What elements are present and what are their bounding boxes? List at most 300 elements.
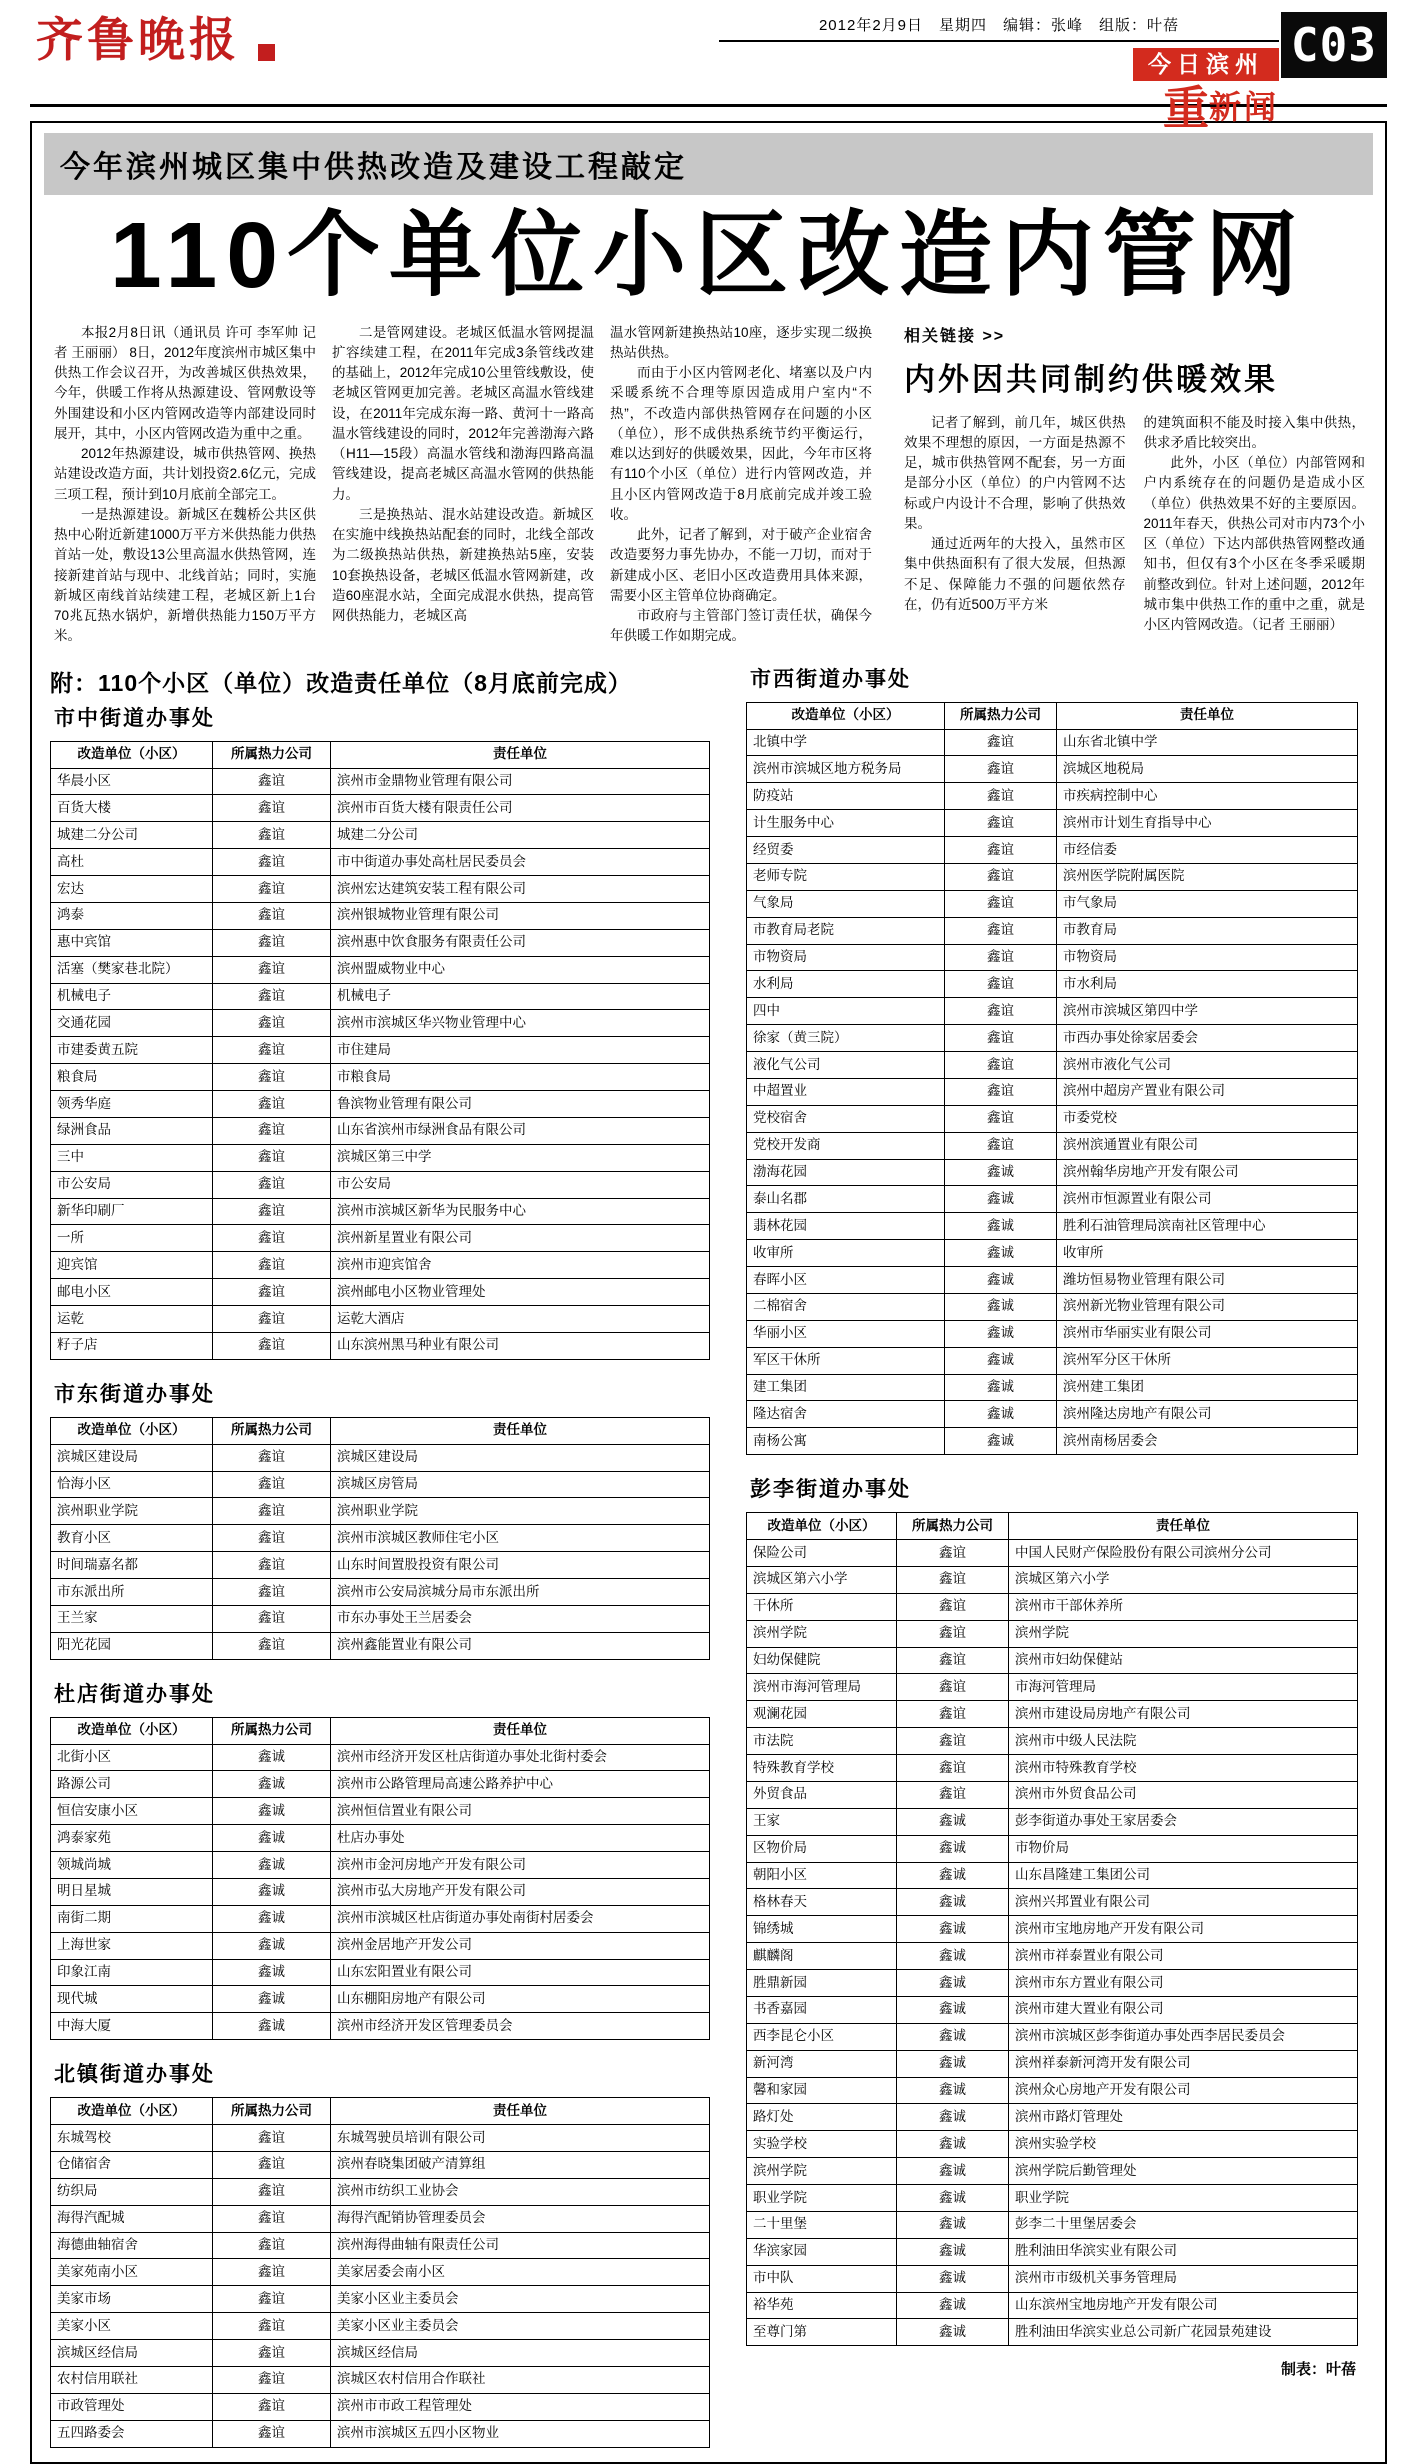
cell-responsible-unit: 山东宏阳置业有限公司 — [331, 1959, 710, 1986]
cell-responsible-unit: 山东省北镇中学 — [1057, 729, 1358, 756]
cell-unit: 三中 — [51, 1144, 213, 1171]
table-row — [747, 1728, 1358, 1755]
cell-unit: 市建委黄五院 — [51, 1037, 213, 1064]
cell-unit: 液化气公司 — [747, 1052, 945, 1079]
cell-responsible-unit: 滨州宏达建筑安装工程有限公司 — [331, 876, 710, 903]
column-header: 改造单位（小区） — [51, 1417, 213, 1444]
column-header: 所属热力公司 — [213, 2098, 331, 2125]
cell-responsible-unit: 滨州金居地产开发公司 — [331, 1932, 710, 1959]
region-badge: 今日滨州 — [1133, 48, 1279, 81]
cell-responsible-unit: 滨州中超房产置业有限公司 — [1057, 1078, 1358, 1105]
cell-unit: 计生服务中心 — [747, 810, 945, 837]
cell-responsible-unit: 山东滨州宝地房地产开发有限公司 — [1009, 2292, 1358, 2319]
cell-heat-company: 鑫谊 — [945, 917, 1057, 944]
cell-unit: 印象江南 — [51, 1959, 213, 1986]
cell-unit: 农村信用联社 — [51, 2366, 213, 2393]
cell-responsible-unit: 滨州市中级人民法院 — [1009, 1728, 1358, 1755]
cell-responsible-unit: 市教育局 — [1057, 917, 1358, 944]
cell-unit: 西李昆仑小区 — [747, 2023, 897, 2050]
cell-responsible-unit: 滨州市市政工程管理处 — [331, 2393, 710, 2420]
cell-responsible-unit: 滨州市路灯管理处 — [1009, 2104, 1358, 2131]
table-row — [51, 902, 710, 929]
table-row — [747, 1943, 1358, 1970]
responsibility-table — [50, 1717, 710, 2041]
cell-unit: 新华印刷厂 — [51, 1198, 213, 1225]
cell-responsible-unit: 滨州市计划生育指导中心 — [1057, 810, 1358, 837]
cell-responsible-unit: 中国人民财产保险股份有限公司滨州分公司 — [1009, 1540, 1358, 1567]
table-row — [51, 1798, 710, 1825]
cell-responsible-unit: 滨州市东方置业有限公司 — [1009, 1970, 1358, 1997]
responsibility-table — [746, 702, 1358, 1456]
column-header: 所属热力公司 — [897, 1513, 1009, 1540]
masthead — [0, 0, 1417, 134]
cell-unit: 隆达宿舍 — [747, 1401, 945, 1428]
paragraph: 记者了解到，前几年，城区供热效果不理想的原因，一方面是热源不足，城市供热管网不配套，另一方面是部分小区（单位）的户内管网不达标或户内设计不合理，影响了供热效果。 — [904, 414, 1126, 531]
table-row — [747, 2050, 1358, 2077]
table-row — [51, 983, 710, 1010]
cell-responsible-unit: 市海河管理局 — [1009, 1674, 1358, 1701]
cell-unit: 鸿泰家苑 — [51, 1825, 213, 1852]
table-row — [51, 2205, 710, 2232]
cell-unit: 海德曲轴宿舍 — [51, 2232, 213, 2259]
table-row — [747, 863, 1358, 890]
cell-unit: 市物资局 — [747, 944, 945, 971]
cell-heat-company: 鑫诚 — [897, 1996, 1009, 2023]
cell-unit: 运乾 — [51, 1306, 213, 1333]
cell-responsible-unit: 市委党校 — [1057, 1105, 1358, 1132]
table-row — [51, 1010, 710, 1037]
cell-responsible-unit: 美家居委会南小区 — [331, 2259, 710, 2286]
table-row — [51, 1825, 710, 1852]
cell-heat-company: 鑫谊 — [945, 863, 1057, 890]
cell-unit: 二棉宿舍 — [747, 1293, 945, 1320]
cell-responsible-unit: 滨州市滨城区彭李街道办事处西李居民委员会 — [1009, 2023, 1358, 2050]
cell-heat-company: 鑫诚 — [945, 1186, 1057, 1213]
cell-unit: 教育小区 — [51, 1525, 213, 1552]
cell-responsible-unit: 滨州惠中饮食服务有限责任公司 — [331, 929, 710, 956]
cell-responsible-unit: 滨州众心房地产开发有限公司 — [1009, 2077, 1358, 2104]
responsibility-table — [50, 2097, 710, 2447]
cell-heat-company: 鑫谊 — [897, 1674, 1009, 1701]
cell-responsible-unit: 滨州市市级机关事务管理局 — [1009, 2265, 1358, 2292]
table-row — [747, 1374, 1358, 1401]
cell-unit: 上海世家 — [51, 1932, 213, 1959]
column-header: 所属热力公司 — [213, 1717, 331, 1744]
table-row — [51, 1171, 710, 1198]
cell-responsible-unit: 滨州实验学校 — [1009, 2131, 1358, 2158]
paragraph: 2012年热源建设，城市供热管网、换热站建设改造方面，共计划投资2.6亿元，完成三项工程，预计到10月底前全部完工。 — [54, 446, 316, 502]
cell-unit: 春晖小区 — [747, 1267, 945, 1294]
table-row — [747, 729, 1358, 756]
cell-heat-company: 鑫谊 — [213, 1444, 331, 1471]
cell-unit: 保险公司 — [747, 1540, 897, 1567]
cell-heat-company: 鑫谊 — [213, 1064, 331, 1091]
cell-responsible-unit: 潍坊恒易物业管理有限公司 — [1057, 1267, 1358, 1294]
responsibility-table — [746, 1512, 1358, 2346]
cell-unit: 领城尚城 — [51, 1852, 213, 1879]
cell-responsible-unit: 市粮食局 — [331, 1064, 710, 1091]
cell-responsible-unit: 市住建局 — [331, 1037, 710, 1064]
cell-responsible-unit: 胜利油田华滨实业有限公司 — [1009, 2238, 1358, 2265]
cell-responsible-unit: 滨城区第六小学 — [1009, 1566, 1358, 1593]
cell-responsible-unit: 机械电子 — [331, 983, 710, 1010]
table-row — [51, 1771, 710, 1798]
paragraph: 温水管网新建换热站10座，逐步实现二级换热站供热。 — [610, 324, 872, 360]
cell-heat-company: 鑫诚 — [945, 1159, 1057, 1186]
cell-unit: 胜鼎新园 — [747, 1970, 897, 1997]
cell-unit: 区物价局 — [747, 1835, 897, 1862]
table-row — [747, 1078, 1358, 1105]
page-number: C03 — [1281, 12, 1387, 78]
cell-responsible-unit: 山东时间置股投资有限公司 — [331, 1552, 710, 1579]
cell-responsible-unit: 美家小区业主委员会 — [331, 2286, 710, 2313]
table-row — [51, 1878, 710, 1905]
cell-heat-company: 鑫谊 — [213, 929, 331, 956]
cell-unit: 滨州市海河管理局 — [747, 1674, 897, 1701]
cell-unit: 路源公司 — [51, 1771, 213, 1798]
cell-responsible-unit: 滨州市滨城区新华为民服务中心 — [331, 1198, 710, 1225]
cell-unit: 渤海花园 — [747, 1159, 945, 1186]
cell-unit: 中海大厦 — [51, 2013, 213, 2040]
column-header: 改造单位（小区） — [51, 2098, 213, 2125]
column-header: 责任单位 — [331, 741, 710, 768]
cell-unit: 观澜花园 — [747, 1701, 897, 1728]
table-row — [747, 1428, 1358, 1455]
cell-responsible-unit: 滨州市滨城区五四小区物业 — [331, 2420, 710, 2447]
cell-unit: 籽子店 — [51, 1332, 213, 1359]
cell-unit: 老师专院 — [747, 863, 945, 890]
cell-responsible-unit: 滨州市干部休养所 — [1009, 1593, 1358, 1620]
cell-unit: 纺织局 — [51, 2178, 213, 2205]
cell-heat-company: 鑫谊 — [213, 2313, 331, 2340]
cell-responsible-unit: 杜店办事处 — [331, 1825, 710, 1852]
cell-unit: 东城驾校 — [51, 2125, 213, 2152]
cell-responsible-unit: 东城驾驶员培训有限公司 — [331, 2125, 710, 2152]
cell-heat-company: 鑫诚 — [897, 1943, 1009, 1970]
cell-unit: 南街二期 — [51, 1905, 213, 1932]
cell-heat-company: 鑫谊 — [213, 1144, 331, 1171]
paragraph: 二是管网建设。老城区低温水管网提温扩容续建工程，在2011年完成3条管线改建的基础上，2012年完成10公里管线敷设，使老城区管网更加完善。老城区高温水管线建设，在2011年完成东海一路、黄河十一路高温水管线建设的同时，2012年完善渤海六路（H11—15段）高温水管线和渤海四路高温管线建设，提高老城区高温水管网的供热能力。 — [332, 324, 594, 502]
table-group-title: 彭李街道办事处 — [750, 1478, 911, 1502]
table-row — [747, 2158, 1358, 2185]
table-row — [747, 1755, 1358, 1782]
cell-heat-company: 鑫谊 — [213, 1252, 331, 1279]
cell-heat-company: 鑫诚 — [897, 2131, 1009, 2158]
cell-unit: 市法院 — [747, 1728, 897, 1755]
table-row — [747, 1889, 1358, 1916]
cell-responsible-unit: 滨城区经信局 — [331, 2340, 710, 2367]
table-row — [747, 1916, 1358, 1943]
cell-responsible-unit: 滨城区地税局 — [1057, 756, 1358, 783]
cell-unit: 党校宿舍 — [747, 1105, 945, 1132]
table-row — [51, 956, 710, 983]
cell-responsible-unit: 滨州鑫能置业有限公司 — [331, 1632, 710, 1659]
cell-responsible-unit: 山东省滨州市绿洲食品有限公司 — [331, 1117, 710, 1144]
cell-responsible-unit: 滨州银城物业管理有限公司 — [331, 902, 710, 929]
cell-unit: 海得汽配城 — [51, 2205, 213, 2232]
cell-unit: 惠中宾馆 — [51, 929, 213, 956]
cell-unit: 北镇中学 — [747, 729, 945, 756]
cell-responsible-unit: 滨州市建大置业有限公司 — [1009, 1996, 1358, 2023]
table-row — [747, 2185, 1358, 2212]
cell-responsible-unit: 运乾大酒店 — [331, 1306, 710, 1333]
table-header-row — [747, 1513, 1358, 1540]
cell-unit: 妇幼保健院 — [747, 1647, 897, 1674]
column-header: 责任单位 — [1009, 1513, 1358, 1540]
cell-unit: 美家小区 — [51, 2313, 213, 2340]
cell-unit: 市中队 — [747, 2265, 897, 2292]
responsibility-table — [50, 1417, 710, 1660]
cell-unit: 恒信安康小区 — [51, 1798, 213, 1825]
table-row — [747, 1566, 1358, 1593]
table-row — [747, 2131, 1358, 2158]
cell-heat-company: 鑫谊 — [213, 1171, 331, 1198]
cell-unit: 职业学院 — [747, 2185, 897, 2212]
cell-responsible-unit: 滨州南杨居委会 — [1057, 1428, 1358, 1455]
cell-responsible-unit: 滨州市公路管理局高速公路养护中心 — [331, 1771, 710, 1798]
cell-responsible-unit: 滨州市迎宾馆舍 — [331, 1252, 710, 1279]
cell-responsible-unit: 滨州市经济开发区杜店街道办事处北街村委会 — [331, 1744, 710, 1771]
cell-unit: 麒麟阁 — [747, 1943, 897, 1970]
cell-heat-company: 鑫诚 — [213, 1959, 331, 1986]
cell-heat-company: 鑫谊 — [945, 1052, 1057, 1079]
cell-unit: 百货大楼 — [51, 795, 213, 822]
related-sidebar — [888, 323, 1365, 647]
tables-left-column — [50, 663, 710, 2448]
cell-unit: 格林春天 — [747, 1889, 897, 1916]
cell-heat-company: 鑫谊 — [945, 971, 1057, 998]
cell-heat-company: 鑫诚 — [897, 2319, 1009, 2346]
cell-unit: 粮食局 — [51, 1064, 213, 1091]
cell-heat-company: 鑫谊 — [213, 1471, 331, 1498]
cell-unit: 经贸委 — [747, 837, 945, 864]
cell-heat-company: 鑫谊 — [213, 2420, 331, 2447]
cell-unit: 市公安局 — [51, 1171, 213, 1198]
cell-heat-company: 鑫谊 — [945, 783, 1057, 810]
cell-heat-company: 鑫谊 — [945, 890, 1057, 917]
article-column-2 — [332, 323, 594, 647]
cell-responsible-unit: 滨州市百货大楼有限责任公司 — [331, 795, 710, 822]
cell-responsible-unit: 市东办事处王兰居委会 — [331, 1605, 710, 1632]
cell-unit: 明日星城 — [51, 1878, 213, 1905]
tables-right-column — [746, 663, 1358, 2380]
cell-heat-company: 鑫谊 — [213, 2259, 331, 2286]
kicker-headline: 今年滨州城区集中供热改造及建设工程敲定 — [44, 133, 1373, 195]
cell-heat-company: 鑫谊 — [213, 2286, 331, 2313]
table-row — [747, 890, 1358, 917]
cell-heat-company: 鑫谊 — [897, 1728, 1009, 1755]
cell-unit: 迎宾馆 — [51, 1252, 213, 1279]
cell-heat-company: 鑫谊 — [945, 1132, 1057, 1159]
table-row — [51, 1198, 710, 1225]
cell-unit: 实验学校 — [747, 2131, 897, 2158]
cell-heat-company: 鑫诚 — [945, 1293, 1057, 1320]
cell-responsible-unit: 美家小区业主委员会 — [331, 2313, 710, 2340]
table-row — [51, 1225, 710, 1252]
table-header-row — [51, 2098, 710, 2125]
cell-heat-company: 鑫诚 — [897, 2238, 1009, 2265]
cell-responsible-unit: 滨州市外贸食品公司 — [1009, 1781, 1358, 1808]
cell-unit: 滨城区经信局 — [51, 2340, 213, 2367]
cell-heat-company: 鑫诚 — [213, 1986, 331, 2013]
cell-heat-company: 鑫诚 — [945, 1347, 1057, 1374]
table-row — [51, 1117, 710, 1144]
cell-responsible-unit: 滨州学院 — [1009, 1620, 1358, 1647]
table-row — [747, 2211, 1358, 2238]
cell-unit: 路灯处 — [747, 2104, 897, 2131]
table-row — [747, 810, 1358, 837]
cell-heat-company: 鑫谊 — [213, 2232, 331, 2259]
cell-heat-company: 鑫谊 — [213, 1605, 331, 1632]
cell-unit: 滨州学院 — [747, 2158, 897, 2185]
table-group-title: 杜店街道办事处 — [54, 1682, 215, 1706]
column-header: 所属热力公司 — [945, 702, 1057, 729]
cell-heat-company: 鑫诚 — [213, 1878, 331, 1905]
cell-unit: 市政管理处 — [51, 2393, 213, 2420]
table-row — [51, 795, 710, 822]
cell-responsible-unit: 滨州市纺织工业协会 — [331, 2178, 710, 2205]
cell-unit: 外贸食品 — [747, 1781, 897, 1808]
table-row — [747, 1970, 1358, 1997]
cell-responsible-unit: 滨州盟威物业中心 — [331, 956, 710, 983]
cell-responsible-unit: 滨城区房管局 — [331, 1471, 710, 1498]
cell-heat-company: 鑫诚 — [945, 1240, 1057, 1267]
table-row — [747, 971, 1358, 998]
cell-responsible-unit: 滨州市金鼎物业管理有限公司 — [331, 768, 710, 795]
cell-responsible-unit: 滨州邮电小区物业管理处 — [331, 1279, 710, 1306]
cell-heat-company: 鑫谊 — [945, 837, 1057, 864]
cell-unit: 美家市场 — [51, 2286, 213, 2313]
content-box — [30, 121, 1387, 2464]
table-row — [747, 837, 1358, 864]
table-row — [51, 2286, 710, 2313]
cell-responsible-unit: 滨州职业学院 — [331, 1498, 710, 1525]
table-header-row — [51, 1417, 710, 1444]
cell-unit: 二十里堡 — [747, 2211, 897, 2238]
column-header: 改造单位（小区） — [51, 741, 213, 768]
cell-heat-company: 鑫诚 — [945, 1320, 1057, 1347]
header-right-block — [719, 14, 1279, 134]
cell-responsible-unit: 市公安局 — [331, 1171, 710, 1198]
table-group-title: 市西街道办事处 — [750, 667, 911, 691]
cell-responsible-unit: 滨州市滨城区杜店街道办事处南街村居委会 — [331, 1905, 710, 1932]
cell-responsible-unit: 滨州市祥泰置业有限公司 — [1009, 1943, 1358, 1970]
table-row — [747, 944, 1358, 971]
cell-unit: 锦绣城 — [747, 1916, 897, 1943]
table-row — [51, 768, 710, 795]
table-row — [51, 822, 710, 849]
cell-responsible-unit: 市物价局 — [1009, 1835, 1358, 1862]
cell-unit: 邮电小区 — [51, 1279, 213, 1306]
table-row — [747, 2023, 1358, 2050]
cell-heat-company: 鑫诚 — [213, 1771, 331, 1798]
cell-heat-company: 鑫谊 — [897, 1647, 1009, 1674]
column-header: 改造单位（小区） — [747, 1513, 897, 1540]
cell-responsible-unit: 滨州市滨城区第四中学 — [1057, 998, 1358, 1025]
cell-unit: 南杨公寓 — [747, 1428, 945, 1455]
cell-responsible-unit: 城建二分公司 — [331, 822, 710, 849]
cell-unit: 城建二分公司 — [51, 822, 213, 849]
cell-responsible-unit: 滨州学院后勤管理处 — [1009, 2158, 1358, 2185]
cell-heat-company: 鑫谊 — [213, 2340, 331, 2367]
cell-responsible-unit: 职业学院 — [1009, 2185, 1358, 2212]
cell-unit: 水利局 — [747, 971, 945, 998]
cell-responsible-unit: 滨州军分区干休所 — [1057, 1347, 1358, 1374]
cell-heat-company: 鑫谊 — [213, 768, 331, 795]
paragraph: 市政府与主管部门签订责任状，确保今年供暖工作如期完成。 — [610, 608, 872, 644]
cell-unit: 滨城区建设局 — [51, 1444, 213, 1471]
table-header-row — [747, 702, 1358, 729]
table-row — [747, 1808, 1358, 1835]
date-line: 2012年2月9日 星期四 编辑：张峰 组版：叶蓓 — [719, 14, 1279, 42]
section-badge-big-char: 重 — [1162, 82, 1209, 134]
table-row — [51, 2340, 710, 2367]
cell-heat-company: 鑫谊 — [213, 1279, 331, 1306]
cell-heat-company: 鑫谊 — [213, 1525, 331, 1552]
cell-responsible-unit: 滨州建工集团 — [1057, 1374, 1358, 1401]
cell-unit: 华丽小区 — [747, 1320, 945, 1347]
table-row — [51, 1306, 710, 1333]
cell-unit: 朝阳小区 — [747, 1862, 897, 1889]
table-row — [51, 1064, 710, 1091]
cell-responsible-unit: 滨州市滨城区教师住宅小区 — [331, 1525, 710, 1552]
cell-responsible-unit: 市气象局 — [1057, 890, 1358, 917]
section-badge — [1162, 82, 1279, 134]
cell-heat-company: 鑫谊 — [213, 1579, 331, 1606]
cell-responsible-unit: 滨州翰华房地产开发有限公司 — [1057, 1159, 1358, 1186]
related-links-label: 相关链接 >> — [904, 327, 1006, 345]
table-row — [747, 783, 1358, 810]
column-header: 责任单位 — [331, 1417, 710, 1444]
cell-unit: 中超置业 — [747, 1078, 945, 1105]
cell-responsible-unit: 滨州市滨城区华兴物业管理中心 — [331, 1010, 710, 1037]
cell-unit: 华滨家园 — [747, 2238, 897, 2265]
cell-heat-company: 鑫诚 — [897, 2104, 1009, 2131]
paragraph: 而由于小区内管网老化、堵塞以及户内采暖系统不合理等原因造成用户室内“不热”，不改造内部供热管网存在问题的小区（单位），形不成供热系统节约平衡运行，难以达到好的供暖效果，因此，今年市区将有110个小区（单位）进行内管网改造，并且小区内管网改造于8月底前完成并竣工验收。 — [610, 365, 872, 522]
cell-heat-company: 鑫谊 — [945, 1025, 1057, 1052]
cell-unit: 领秀华庭 — [51, 1091, 213, 1118]
table-row — [747, 2104, 1358, 2131]
responsibility-table — [50, 741, 710, 1360]
article-column-1 — [54, 323, 316, 647]
cell-heat-company: 鑫谊 — [213, 2205, 331, 2232]
cell-responsible-unit: 市经信委 — [1057, 837, 1358, 864]
paragraph: 三是换热站、混水站建设改造。新城区在实施中线换热站配套的同时，北线全部改为二级换热站供热，新建换热站5座，安装10套换热设备，老城区低温水管网新建，改造60座混水站，全面完成混水供热，提高管网供热能力，老城区高 — [332, 506, 594, 624]
sidebar-title: 内外因共同制约供暖效果 — [904, 361, 1278, 397]
cell-responsible-unit: 滨州市宝地房地产开发有限公司 — [1009, 1916, 1358, 1943]
table-row — [51, 2259, 710, 2286]
cell-unit: 书香嘉园 — [747, 1996, 897, 2023]
cell-unit: 绿洲食品 — [51, 1117, 213, 1144]
cell-heat-company: 鑫诚 — [897, 2158, 1009, 2185]
cell-unit: 五四路委会 — [51, 2420, 213, 2447]
cell-heat-company: 鑫诚 — [945, 1401, 1057, 1428]
table-row — [51, 1525, 710, 1552]
cell-responsible-unit: 滨城区建设局 — [331, 1444, 710, 1471]
cell-unit: 气象局 — [747, 890, 945, 917]
paragraph: 一是热源建设。新城区在魏桥公共区供热中心附近新建1000万平方米供热能力供热首站一处，敷设13公里高温水供热管网，连接新建首站与现中、北线首站；同时，实施新城区南线首站续建工程，老城区新上1台70兆瓦热水锅炉，新增供热能力150万平方米。 — [54, 506, 316, 644]
cell-responsible-unit: 收审所 — [1057, 1240, 1358, 1267]
table-row — [747, 1213, 1358, 1240]
cell-heat-company: 鑫谊 — [213, 983, 331, 1010]
table-row — [51, 1498, 710, 1525]
table-row — [747, 1186, 1358, 1213]
article-body — [44, 309, 1373, 653]
table-row — [747, 1781, 1358, 1808]
table-row — [747, 1159, 1358, 1186]
table-row — [747, 1996, 1358, 2023]
column-header: 改造单位（小区） — [51, 1717, 213, 1744]
